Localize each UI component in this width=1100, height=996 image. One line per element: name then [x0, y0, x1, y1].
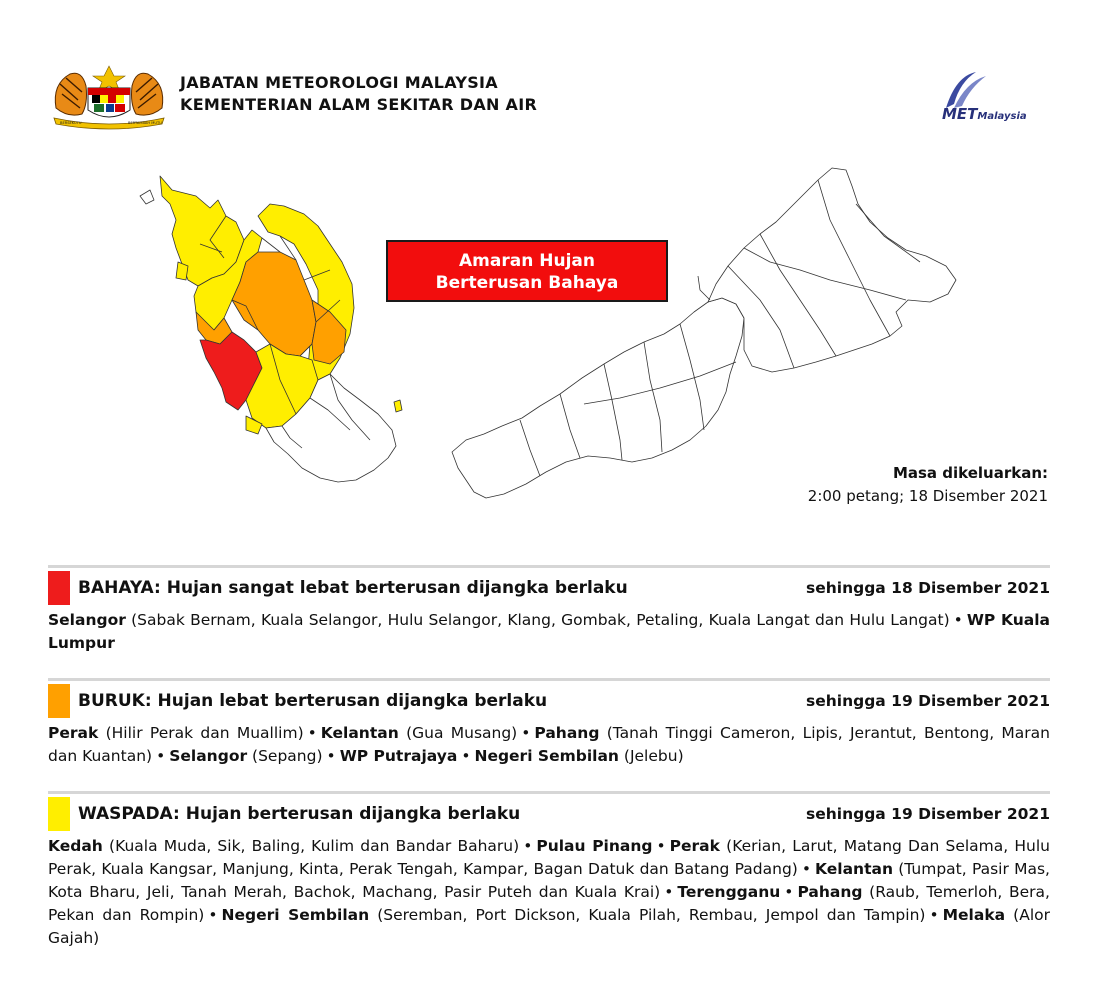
area-state: Pahang — [797, 883, 863, 901]
area-districts: (Kuala Muda, Sik, Baling, Kulim dan Bandar Baharu) — [109, 837, 520, 855]
area-state: Perak — [48, 724, 99, 742]
level-color-swatch — [48, 684, 70, 718]
area-state: Kelantan — [320, 724, 399, 742]
level-bahaya-section — [48, 565, 1050, 655]
area-state: Kelantan — [815, 860, 893, 878]
area-state: Perak — [669, 837, 720, 855]
area-state: Pulau Pinang — [536, 837, 653, 855]
met-logo-main: MET — [942, 105, 978, 123]
level-color-swatch — [48, 797, 70, 831]
level-title: BURUK: Hujan lebat berterusan dijangka berlaku — [78, 691, 548, 711]
crest-motto-right: BERTAMBAH MUTU — [128, 121, 162, 125]
level-title: WASPADA: Hujan berterusan dijangka berlaku — [78, 804, 521, 824]
met-logo-text — [942, 104, 1027, 123]
section-divider — [48, 565, 1050, 568]
level-waspada-section — [48, 791, 1050, 950]
area-state: WP Putrajaya — [339, 747, 458, 765]
level-areas: Selangor (Sabak Bernam, Kuala Selangor, Hulu Selangor, Klang, Gombak, Petaling, Kuala Langat dan Hulu Langat) • WP Kuala Lumpur — [48, 611, 1050, 652]
area-districts: (Tanah Tinggi Cameron, Lipis, Jerantut, Bentong, Maran dan Kuantan) — [48, 724, 1050, 765]
area-state: Pahang — [534, 724, 600, 742]
level-buruk-section — [48, 678, 1050, 768]
area-districts: (Sepang) — [252, 747, 323, 765]
area-state: Selangor — [48, 611, 126, 629]
alert-title-box — [386, 240, 668, 302]
region-sarawak — [452, 298, 744, 498]
level-until: sehingga 18 Disember 2021 — [806, 579, 1050, 597]
peninsular-malaysia-map — [140, 176, 402, 482]
section-divider — [48, 678, 1050, 681]
level-header — [48, 682, 1050, 716]
area-districts: (Tumpat, Pasir Mas, Kota Bharu, Jeli, Tanah Merah, Bachok, Machang, Pasir Puteh dan Kuala Krai) — [48, 860, 1050, 901]
met-logo-sub: Malaysia — [977, 111, 1027, 122]
issued-label: Masa dikeluarkan: — [892, 464, 1048, 482]
area-districts: (Jelebu) — [623, 747, 684, 765]
region-langkawi — [140, 190, 154, 204]
area-districts: (Sabak Bernam, Kuala Selangor, Hulu Selangor, Klang, Gombak, Petaling, Kuala Langat dan Hulu Langat) — [131, 611, 950, 629]
level-until: sehingga 19 Disember 2021 — [806, 692, 1050, 710]
level-header — [48, 795, 1050, 829]
org-line-2: KEMENTERIAN ALAM SEKITAR DAN AIR — [180, 95, 538, 114]
area-districts: (Raub, Temerloh, Bera, Pekan dan Rompin) — [48, 883, 1050, 924]
alert-title-line-1: Amaran Hujan — [459, 251, 595, 271]
area-districts: (Kerian, Larut, Matang Dan Selama, Hulu Perak, Kuala Kangsar, Manjung, Kinta, Perak Tengah, Kampar, Bagan Datuk dan Batang Padang) — [48, 837, 1050, 878]
area-state: Negeri Sembilan — [221, 906, 370, 924]
area-districts: (Seremban, Port Dickson, Kuala Pilah, Rembau, Jempol dan Tampin) — [377, 906, 926, 924]
issued-time — [808, 462, 1048, 508]
level-header — [48, 569, 1050, 603]
level-areas: Perak (Hilir Perak dan Muallim) • Kelantan (Gua Musang) • Pahang (Tanah Tinggi Cameron, Lipis, Jerantut, Bentong, Maran dan Kuantan) • Selangor (Sepang) • WP Putrajaya • Negeri Sembilan (Jelebu) — [48, 724, 1050, 765]
organization-header — [180, 72, 537, 116]
org-line-1: JABATAN METEOROLOGI MALAYSIA — [180, 73, 498, 92]
area-state: Selangor — [169, 747, 248, 765]
region-sabah — [708, 168, 956, 372]
malaysia-coat-of-arms-logo — [48, 64, 170, 130]
area-districts: (Gua Musang) — [406, 724, 518, 742]
area-state: Terengganu — [677, 883, 781, 901]
issued-value: 2:00 petang; 18 Disember 2021 — [807, 487, 1048, 505]
alert-title-line-2: Berterusan Bahaya — [435, 273, 619, 293]
crest-motto-left: BERSEKUTU — [60, 121, 82, 125]
area-districts: (Hilir Perak dan Muallim) — [105, 724, 304, 742]
level-until: sehingga 19 Disember 2021 — [806, 805, 1050, 823]
level-color-swatch — [48, 571, 70, 605]
area-districts: (Alor Gajah) — [48, 906, 1050, 947]
section-divider — [48, 791, 1050, 794]
level-title: BAHAYA: Hujan sangat lebat berterusan dijangka berlaku — [78, 578, 628, 598]
area-state: Kedah — [48, 837, 103, 855]
region-tioman — [394, 400, 402, 412]
borneo-malaysia-map — [452, 168, 956, 498]
area-state: WP Kuala Lumpur — [48, 611, 1050, 652]
level-areas: Kedah (Kuala Muda, Sik, Baling, Kulim dan Bandar Baharu) • Pulau Pinang • Perak (Kerian, Larut, Matang Dan Selama, Hulu Perak, Kuala Kangsar, Manjung, Kinta, Perak Tengah, Kampar, Bagan Datuk dan Batang Padang) • Kelantan (Tumpat, Pasir Mas, Kota Bharu, Jeli, Tanah Merah, Bachok, Machang, Pasir Puteh dan Kuala Krai) • Terengganu • Pahang (Raub, Temerloh, Bera, Pekan dan Rompin) • Negeri Sembilan (Seremban, Port Dickson, Kuala Pilah, Rembau, Jempol dan Tampin) • Melaka (Alor Gajah) — [48, 837, 1050, 947]
area-state: Melaka — [942, 906, 1006, 924]
area-state: Negeri Sembilan — [474, 747, 619, 765]
